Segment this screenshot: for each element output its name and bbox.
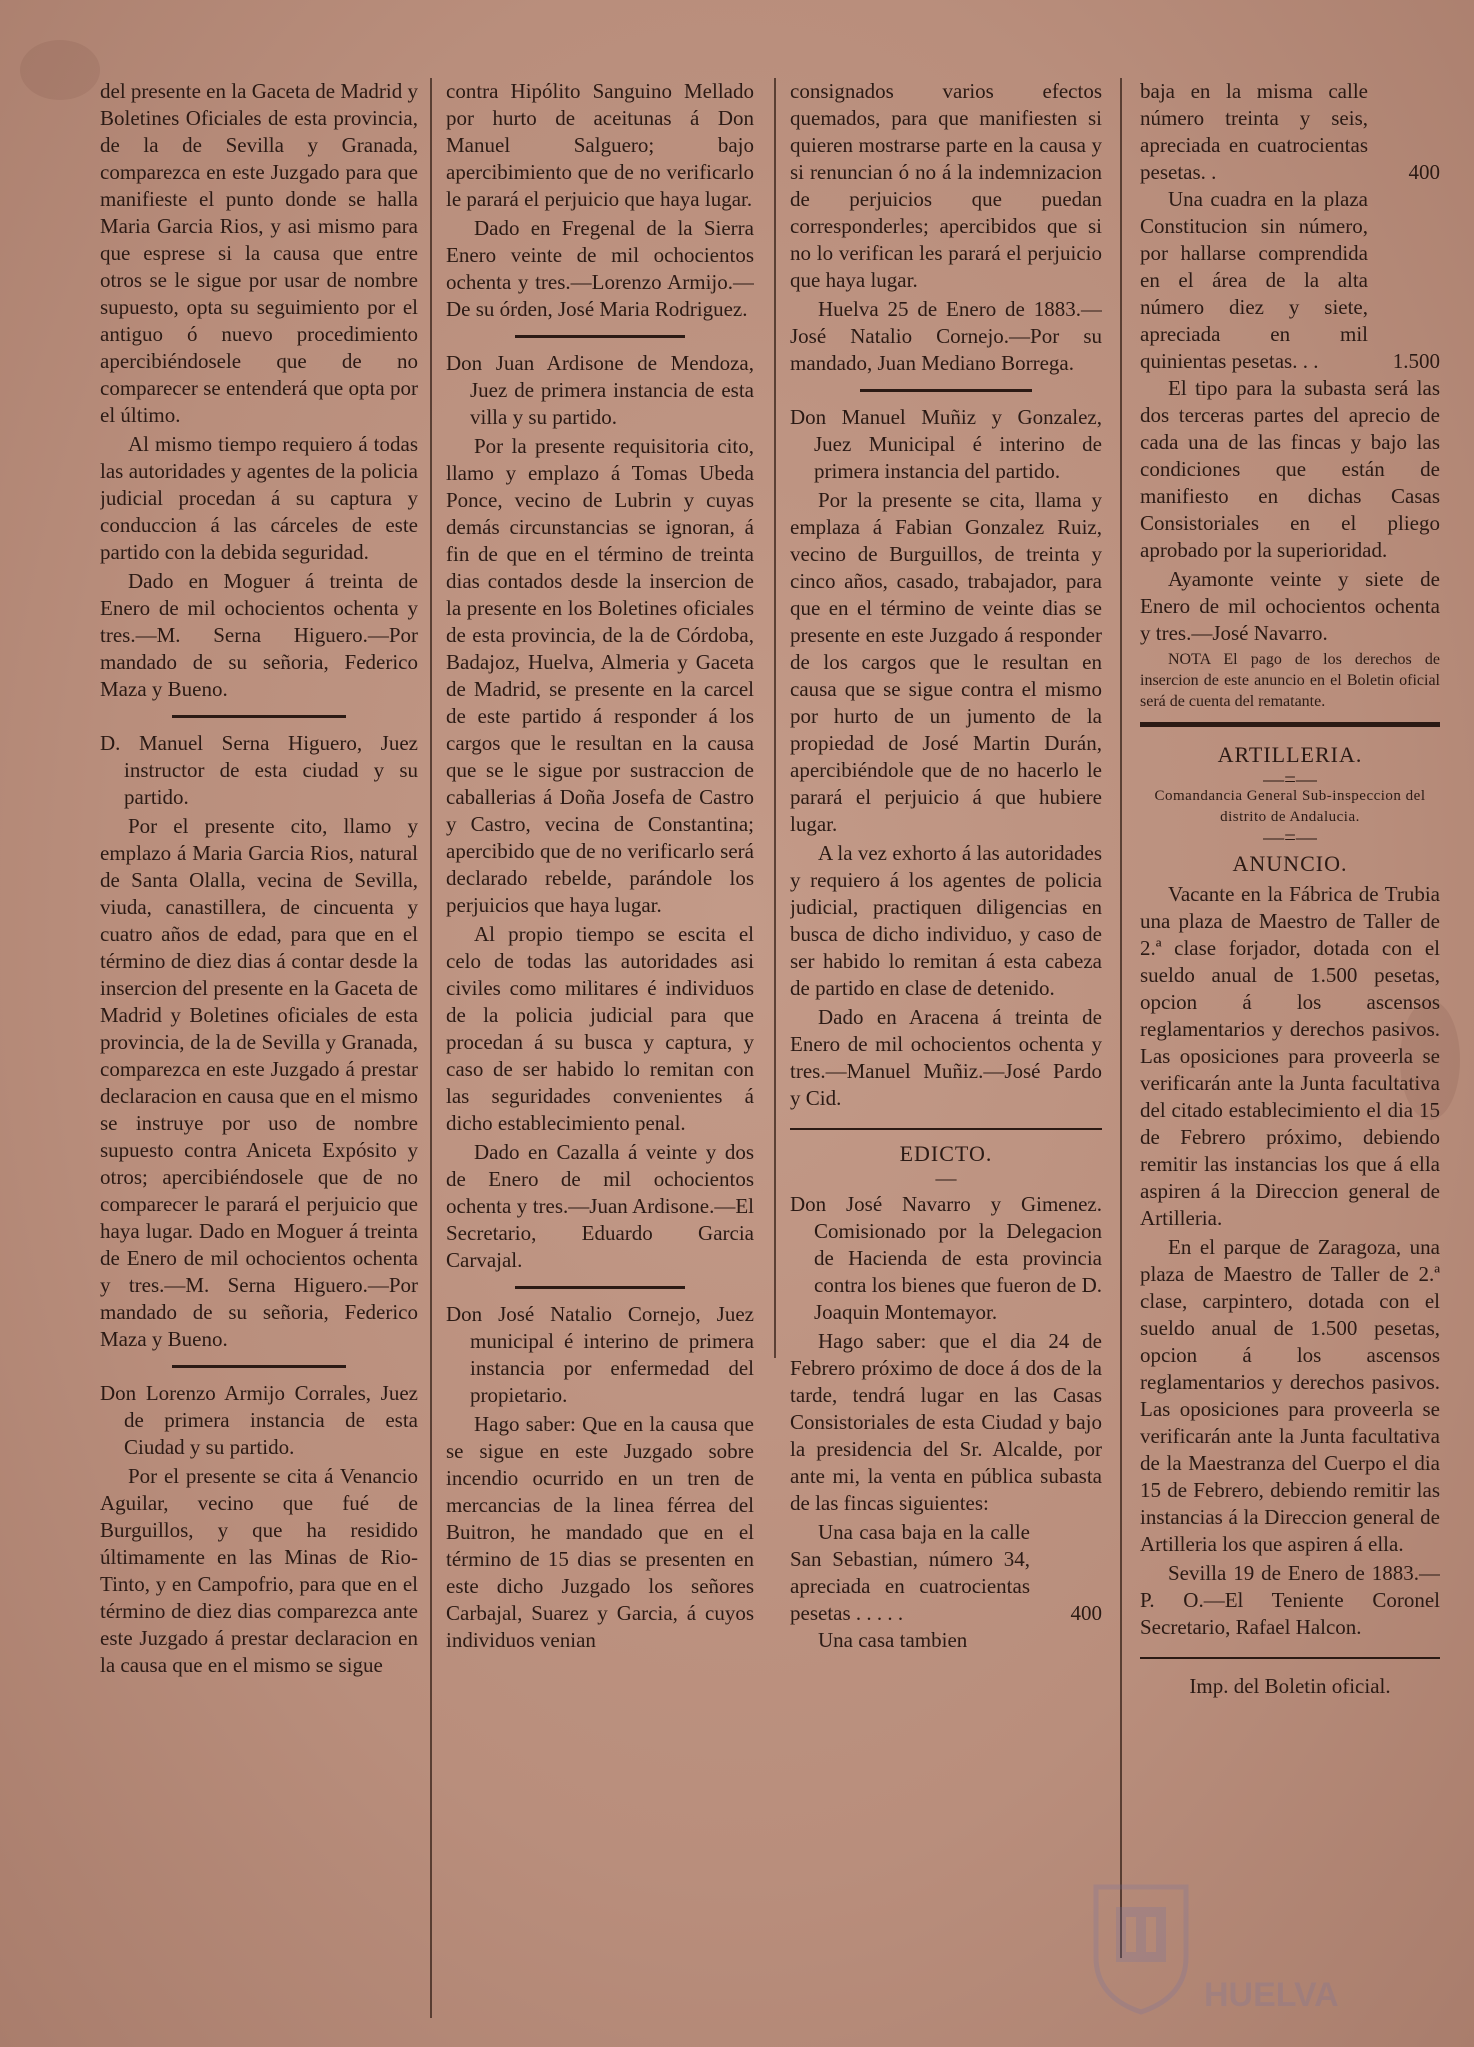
lot-amount: 1.500 [1392,349,1440,373]
auction-lot [1140,78,1440,186]
printer-imprint: Imp. del Boletin oficial. [1189,1674,1391,1698]
column-3 [790,78,1102,2017]
paragraph: consignados varios efectos quemados, para que manifiesten si quieren mostrarse parte en la causa y si renuncian ó no á la indemnizacion de perjuicios que puedan corresponderles; apercibidos que si no lo verifican les parará el perjuicio que haya lugar. [790,79,1102,292]
paragraph: A la vez exhorto á las autoridades y requiero á los agentes de policia judicial, practiquen diligencias en busca de dicho individuo, y caso de ser habido lo remitan á esta cabeza de partido en clase de detenido. [790,841,1102,1000]
notice-heading: Don Lorenzo Armijo Corrales, Juez de primera instancia de esta Ciudad y su partido. [100,1381,418,1459]
paragraph: Al mismo tiempo requiero á todas las autoridades y agentes de la policia judicial procedan á su captura y conduccion á las cárceles de este partido con la debida seguridad. [100,432,418,564]
paragraph: contra Hipólito Sanguino Mellado por hurto de aceitunas á Don Manuel Salguero; bajo apercibimiento que de no verificarlo le parará el perjuicio que haya lugar. [446,79,754,211]
separator-rule [515,335,684,338]
notice-heading: Don Juan Ardisone de Mendoza, Juez de primera instancia de esta villa y su partido. [446,351,754,429]
signature-paragraph: Dado en Aracena á treinta de Enero de mil ochocientos ochenta y tres.—Manuel Muñiz.—José Pardo y Cid. [790,1005,1102,1110]
signature-paragraph: Huelva 25 de Enero de 1883.—José Natalio Cornejo.—Por su mandado, Juan Mediano Borrega. [790,297,1102,375]
signature-paragraph: Dado en Fregenal de la Sierra Enero veinte de mil ochocientos ochenta y tres.—Lorenzo Armijo.—De su órden, José Maria Rodriguez. [446,216,754,321]
separator-rule [172,1365,347,1368]
section-subheading: Comandancia General Sub-inspeccion del distrito de Andalucia. [1154,788,1426,825]
auction-lot [1140,186,1440,375]
column-rule [774,78,776,1358]
heading-dash: — [935,1166,957,1190]
notice-heading: D. Manuel Serna Higuero, Juez instructor de esta ciudad y su partido. [100,731,418,809]
column-2 [446,78,754,2017]
section-heading: EDICTO. [899,1141,993,1166]
watermark-text: HUELVA [1204,1976,1339,2014]
archive-watermark [1086,1855,1416,2025]
section-heading: ARTILLERIA. [1217,742,1363,767]
paragraph: Por la presente requisitoria cito, llamo y emplazo á Tomas Ubeda Ponce, vecino de Lubrin y cuyas demás circunstancias se ignoran, á fin de que en el término de treinta dias contados desde la insercion de la presente en los Boletines oficiales de esta provincia, de la de Córdoba, Badajoz, Huelva, Almeria y Gaceta de Madrid, se presente en la carcel de este partido á responder á los cargos que le resultan en la causa que se le sigue por sustraccion de caballerias á Doña Josefa de Castro y Castro, vecina de Constantina; apercibido que de no verificarlo será declarado rebelde, parándole los perjuicios que haya lugar. [446,434,754,917]
paper-stain [20,40,100,100]
paragraph: Hago saber: Que en la causa que se sigue en este Juzgado sobre incendio ocurrido en un tren de mercancias de la linea férrea del Buitron, he mandado que en el término de 15 dias se presenten en este dicho Juzgado los señores Carbajal, Suarez y Garcia, á cuyos individuos venian [446,1412,754,1652]
separator-rule [172,715,347,718]
lot-description: baja en la misma calle número treinta y seis, apreciada en cuatrocientas pesetas. . [1140,79,1368,184]
separator-rule [1140,1657,1440,1659]
paragraph: En el parque de Zaragoza, una plaza de Maestro de Taller de 2.ª clase, carpintero, dotada con el sueldo anual de 1.500 pesetas, opcion á los ascensos reglamentarios y derechos pasivos. Las oposiciones para proveerla se verificarán ante la Junta facultativa de la Maestranza del Cuerpo el dia 15 de Febrero, debiendo remitir las instancias á la Direccion general de Artilleria los que aspiren á ella. [1140,1235,1440,1556]
paragraph: Por el presente cito, llamo y emplazo á Maria Garcia Rios, natural de Santa Olalla, vecina de Sevilla, viuda, canastillera, de cincuenta y cuatro años de edad, para que en el término de diez dias á contar desde la insercion del presente en la Gaceta de Madrid y Boletines oficiales de esta provincia, de la de Sevilla y Granada, comparezca en este Juzgado á prestar declaracion en causa que en el mismo se instruye por uso de nombre supuesto contra Aniceta Expósito y otros; apercibiéndosele que de no comparecer le parará el perjuicio que haya lugar. Dado en Moguer á treinta de Enero de mil ochocientos ochenta y tres.—M. Serna Higuero.—Por mandado de su señoria, Federico Maza y Bueno. [100,814,418,1351]
heading-dash: —=— [1263,825,1317,849]
lot-amount: 400 [1070,1601,1102,1625]
paragraph: del presente en la Gaceta de Madrid y Boletines Oficiales de esta provincia, de la de Sevilla y Granada, comparezca en este Juzgado para que manifieste el punto donde se halla Maria Garcia Rios, y asi mismo para que esprese si la causa que entre otros se le sigue por usar de nombre supuesto, opta su seguimiento por el antiguo ó nuevo procedimiento apercibiéndosele que de no comparecer se entenderá que opta por el último. [100,79,418,427]
column-rule [1120,78,1122,1958]
auction-lot [790,1519,1102,1627]
paragraph: El tipo para la subasta será las dos terceras partes del aprecio de cada una de las fincas y bajo las condiciones que están de manifiesto en dichas Casas Consistoriales en el pliego aprobado por la superioridad. [1140,376,1440,562]
note-paragraph: NOTA El pago de los derechos de insercion de este anuncio en el Boletin oficial será de cuenta del rematante. [1140,651,1440,710]
notice-heading: Don Manuel Muñiz y Gonzalez, Juez Municipal é interino de primera instancia del partido. [790,405,1102,483]
column-rule [430,78,432,2018]
lot-description: Una casa baja en la calle San Sebastian, número 34, apreciada en cuatrocientas pesetas . . . . . [790,1520,1030,1625]
separator-rule [790,1128,1102,1130]
paragraph: Una casa tambien [818,1628,968,1652]
shield-emblem-icon [1086,1877,1196,2017]
paragraph: Vacante en la Fábrica de Trubia una plaza de Maestro de Taller de 2.ª clase forjador, dotada con el sueldo anual de 1.500 pesetas, opcion á los ascensos reglamentarios y derechos pasivos. Las oposiciones para proveerla se verificarán ante la Junta facultativa del citado establecimiento el dia 15 de Febrero próximo, debiendo remitir las instancias los que á ella aspiren á la Direccion general de Artilleria. [1140,882,1440,1230]
separator-rule [515,1286,684,1289]
paragraph: Hago saber: que el dia 24 de Febrero próximo de doce á dos de la tarde, tendrá lugar en las Casas Consistoriales de esta Ciudad y bajo la presidencia del Sr. Alcalde, por ante mi, la venta en pública subasta de las fincas siguientes: [790,1329,1102,1515]
lot-description: Una cuadra en la plaza Constitucion sin número, por hallarse comprendida en el área de la alta número diez y siete, apreciada en mil quinientas pesetas. . . [1140,187,1368,373]
paragraph: Por la presente se cita, llama y emplaza á Fabian Gonzalez Ruiz, vecino de Burguillos, de treinta y cinco años, casado, trabajador, para que en el término de veinte dias se presente en este Juzgado á responder de los cargos que le resultan en causa que se sigue contra el mismo por hurto de un jumento de la propiedad de José Martin Durán, apercibiéndole que de no hacerlo le parará el perjuicio á que hubiere lugar. [790,488,1102,836]
heading-dash: —=— [1263,767,1317,791]
signature-paragraph: Dado en Cazalla á veinte y dos de Enero de mil ochocientos ochenta y tres.—Juan Ardisone.—El Secretario, Eduardo Garcia Carvajal. [446,1140,754,1272]
column-1 [100,78,418,2017]
paragraph: Por el presente se cita á Venancio Aguilar, vecino que fué de Burguillos, y que ha residido últimamente en las Minas de Rio-Tinto, y en Campofrio, para que en el término de diez dias comparezca ante este Juzgado á prestar declaracion en la causa que en el mismo se sigue [100,1464,418,1677]
notice-heading: Don José Natalio Cornejo, Juez municipal é interino de primera instancia por enfermedad del propietario. [446,1302,754,1407]
section-heading: ANUNCIO. [1232,851,1348,876]
lot-amount: 400 [1408,160,1440,184]
signature-paragraph: Sevilla 19 de Enero de 1883.—P. O.—El Teniente Coronel Secretario, Rafael Halcon. [1140,1561,1440,1639]
signature-paragraph: Ayamonte veinte y siete de Enero de mil ochocientos ochenta y tres.—José Navarro. [1140,567,1440,645]
paragraph: Al propio tiempo se escita el celo de todas las autoridades asi civiles como militares é individuos de la policia judicial para que procedan á su busca y captura, y caso de ser habido lo remitan con las seguridades convenientes á dicho establecimiento penal. [446,922,754,1135]
signature-paragraph: Dado en Moguer á treinta de Enero de mil ochocientos ochenta y tres.—M. Serna Higuero.—Por mandado de su señoria, Federico Maza y Bueno. [100,569,418,701]
notice-heading: Don José Navarro y Gimenez. Comisionado por la Delegacion de Hacienda de esta provincia contra los bienes que fueron de D. Joaquin Montemayor. [790,1192,1102,1324]
separator-rule [860,389,1032,392]
separator-rule [1140,722,1440,727]
column-4 [1140,78,1440,2017]
